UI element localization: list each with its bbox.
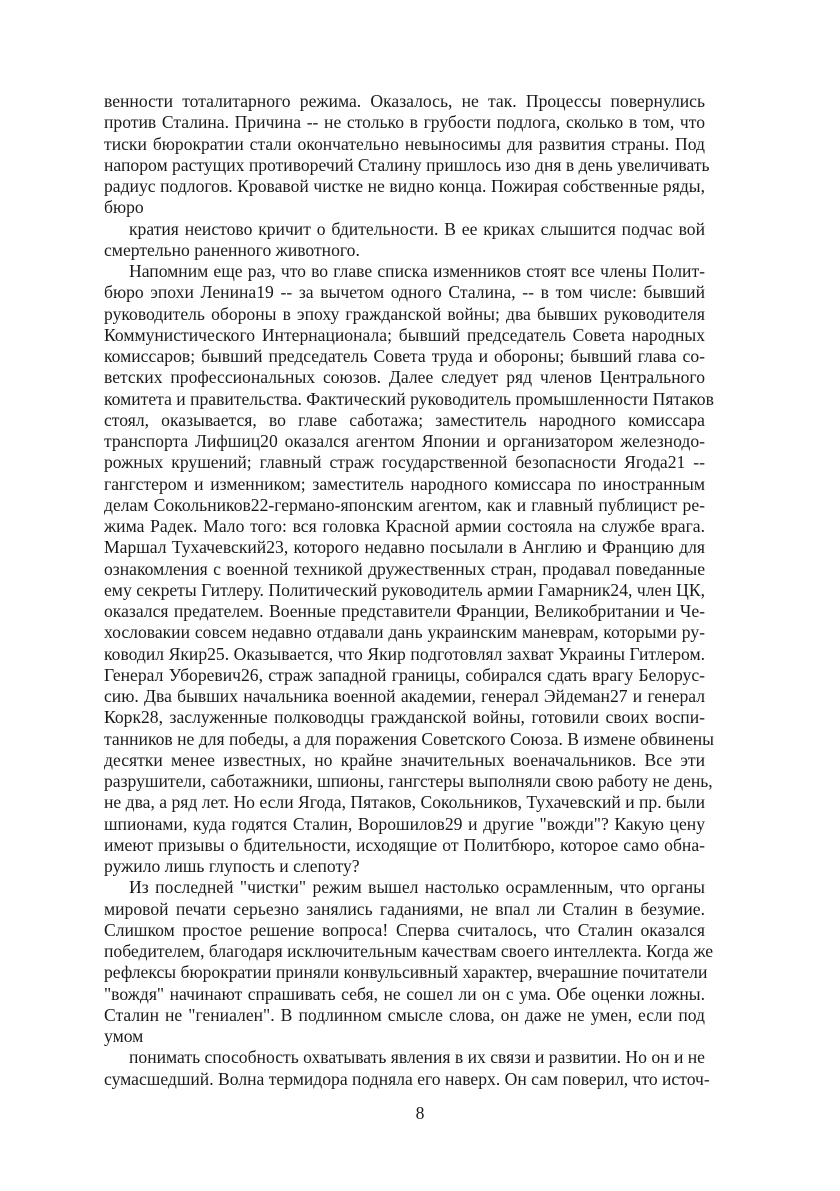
text-line: против Сталина. Причина -- не столько в грубости подлога, сколько в том, что [104,112,705,133]
text-line: Генерал Уборевич26, страж западной границы, собирался сдать врагу Белорус- [104,664,705,685]
text-line: ветских профессиональных союзов. Далее следует ряд членов Центрального [104,367,705,388]
paragraph [104,877,714,1047]
text-line: стоял, оказывается, во главе саботажа; заместитель народного комиссара [104,409,705,430]
text-line: Маршал Тухачевский23, которого недавно посылали в Англию и Францию для [104,537,705,558]
page-number: 8 [415,1103,425,1123]
text-line: не два, а ряд лет. Но если Ягода, Пятаков, Сокольников, Тухачевский и пр. были [104,792,705,813]
text-line: Корк28, заслуженные полководцы гражданской войны, готовили своих воспи- [104,707,705,728]
text-line: тиски бюрократии стали окончательно невыносимы для развития страны. Под [104,133,705,154]
text-line: победителем, благодаря исключительным качествам своего интеллекта. Когда же [104,941,714,961]
text-line: транспорта Лифшиц20 оказался агентом Японии и организатором железнодо- [104,431,705,451]
text-line: Сталин не "гениален". В подлинном смысле слова, он даже не умен, если под [104,1004,705,1025]
text-line: имеют призывы о бдительности, исходящие от Политбюро, которое само обна- [104,834,705,855]
text-line: кратия неистово кричит о бдительности. В ее криках слышится подчас вой [129,218,705,239]
document-body [104,91,714,1090]
text-line: делам Сокольников22-германо-японским агентом, как и главный публицист ре- [104,494,705,515]
text-line: оказался предателем. Военные представители Франции, Великобритании и Че- [104,601,705,621]
text-line: ему секреты Гитлеру. Политический руководитель армии Гамарник24, член ЦК, [104,579,705,600]
text-line: умом [104,1026,144,1046]
text-line: комитета и правительства. Фактический руководитель промышленности Пятаков [104,388,714,409]
text-line: рожных крушений; главный страж государственной безопасности Ягода21 -- [104,452,705,473]
text-line: разрушители, саботажники, шпионы, гангстеры выполняли свою работу не день, [104,771,713,791]
paragraph [104,1047,710,1090]
text-line: сию. Два бывших начальника военной академии, генерал Эйдеман27 и генерал [104,686,705,706]
text-line: радиус подлогов. Кровавой чистке не видно конца. Пожирая собственные ряды, [104,176,705,196]
text-line: ознакомления с военной техникой дружественных стран, продавал поведанные [104,558,705,579]
text-line: десятки менее известных, но крайне значительных военачальников. Все эти [104,749,705,770]
text-line: бюро [104,197,144,218]
text-line: ружило лишь глупость и слепоту? [104,856,360,876]
text-line: бюро эпохи Ленина19 -- за вычетом одного Сталина, -- в том числе: бывший [104,282,705,303]
text-line: комиссаров; бывший председатель Совета труда и обороны; бывший глава со- [104,346,705,366]
paragraph [104,91,710,219]
text-line: "вождя" начинают спрашивать себя, не сошел ли он с ума. Обе оценки ложны. [104,983,705,1004]
text-line: Напомним еще раз, что во главе списка изменников стоят все члены Полит- [129,261,705,281]
text-line: Коммунистического Интернационала; бывший председатель Совета народных [104,324,705,345]
text-line: Слишком простое решение вопроса! Сперва считалось, что Сталин оказался [104,919,705,940]
text-line: хословакии совсем недавно отдавали дань украинским маневрам, которыми ру- [104,622,705,643]
text-line: ководил Якир25. Оказывается, что Якир подготовлял захват Украины Гитлером. [104,643,705,664]
paragraph [104,261,714,877]
paragraph [104,219,705,262]
text-line: руководитель обороны в эпоху гражданской войны; два бывших руководителя [104,303,705,324]
text-line: шпионами, куда годятся Сталин, Ворошилов29 и другие "вожди"? Какую цену [104,813,705,834]
text-line: венности тоталитарного режима. Оказалось, не так. Процессы повернулись [104,91,705,111]
text-line: смертельно раненного животного. [104,239,360,260]
text-line: жима Радек. Мало того: вся головка Красной армии состояла на службе врага. [104,516,705,536]
text-line: танников не для победы, а для поражения Советского Союза. В измене обвинены [104,728,714,749]
text-line: понимать способность охватывать явления в их связи и развитии. Но он и не [129,1047,705,1068]
text-line: напором растущих противоречий Сталину пришлось изо дня в день увеличивать [104,154,710,175]
text-line: сумасшедший. Волна термидора подняла его наверх. Он сам поверил, что источ- [104,1068,710,1089]
text-line: Из последней "чистки" режим вышел настолько осрамленным, что органы [129,877,705,898]
text-line: гангстером и изменником; заместитель народного комиссара по иностранным [104,473,705,494]
text-line: мировой печати серьезно занялись гаданиями, не впал ли Сталин в безумие. [104,898,705,919]
text-line: рефлексы бюрократии приняли конвульсивный характер, вчерашние почитатели [104,962,708,983]
